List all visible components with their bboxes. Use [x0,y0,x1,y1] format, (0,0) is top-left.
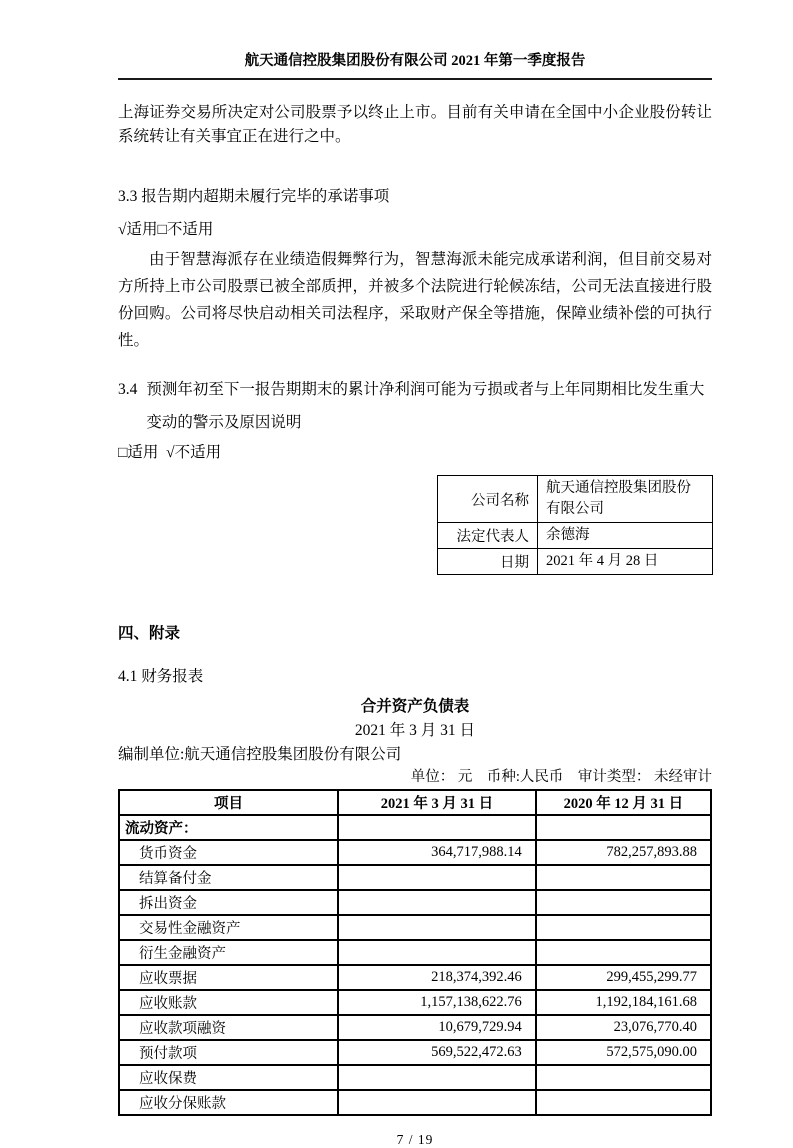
table-row [119,1015,711,1040]
table-row [438,523,713,549]
value-cell [536,915,711,940]
value-cell [338,1065,536,1090]
table-row [438,549,713,575]
balance-sheet-table [118,789,712,1116]
value-cell: 782,257,893.88 [536,840,711,865]
table-row [119,1065,711,1090]
section-4-heading: 四、附录 [118,625,181,642]
table-row [119,840,711,865]
value-cell [536,815,711,840]
table-row [438,476,713,523]
item-cell: 应收分保账款 [119,1090,338,1115]
item-cell: 应收款项融资 [119,1015,338,1040]
value-cell [536,1065,711,1090]
section-3-4-heading [118,373,712,439]
balance-sheet-date: 2021 年 3 月 31 日 [354,722,476,739]
value-cell: 1,157,138,622.76 [338,990,536,1015]
value-cell: 23,076,770.40 [536,1015,711,1040]
company-name-value: 航天通信控股集团股份有限公司 [538,476,713,523]
value-cell: 1,192,184,161.68 [536,990,711,1015]
value-cell: 299,455,299.77 [536,965,711,990]
page-number: 7 / 19 [396,1132,434,1147]
date-label: 日期 [438,549,538,575]
item-cell: 拆出资金 [119,890,338,915]
section-3-4-applicability: □适用 √不适用 [118,444,222,461]
intro-paragraph: 上海证券交易所决定对公司股票予以终止上市。目前有关申请在全国中小企业股份转让系统转让有关事宜正在进行之中。 [118,104,712,145]
item-cell: 应收票据 [119,965,338,990]
column-header-item: 项目 [119,790,338,815]
value-cell [536,865,711,890]
item-cell: 应收保费 [119,1065,338,1090]
value-cell [338,940,536,965]
section-3-3-heading: 3.3 报告期内超期未履行完毕的承诺事项 [118,188,390,205]
item-cell: 交易性金融资产 [119,915,338,940]
section-3-4-heading-text: 预测年初至下一报告期期末的累计净利润可能为亏损或者与上年同期相比发生重大变动的警示及原因说明 [146,381,705,431]
item-cell: 预付款项 [119,1040,338,1065]
value-cell: 10,679,729.94 [338,1015,536,1040]
balance-sheet-prepared-by: 编制单位:航天通信控股集团股份有限公司 [118,746,402,763]
section-3-4-number: 3.4 [118,381,138,398]
table-row [119,1040,711,1065]
balance-sheet-meta: 单位： 元 币种:人民币 审计类型： 未经审计 [410,769,712,785]
table-row [119,815,711,840]
section-4-1-heading: 4.1 财务报表 [118,668,204,685]
column-header-period-1: 2021 年 3 月 31 日 [338,790,536,815]
value-cell [338,915,536,940]
table-row [119,990,711,1015]
page-content [118,0,712,1148]
value-cell [338,815,536,840]
section-3-3-applicability: √适用□不适用 [118,221,214,238]
value-cell [338,865,536,890]
page-header-title: 航天通信控股集团股份有限公司 2021 年第一季度报告 [244,53,586,69]
table-row [119,1090,711,1115]
value-cell [338,1090,536,1115]
value-cell: 218,374,392.46 [338,965,536,990]
item-cell: 衍生金融资产 [119,940,338,965]
table-row [119,865,711,890]
item-cell: 流动资产： [119,815,338,840]
company-name-label: 公司名称 [438,476,538,523]
value-cell [536,1090,711,1115]
legal-representative-label: 法定代表人 [438,523,538,549]
section-3-3-paragraph: 由于智慧海派存在业绩造假舞弊行为，智慧海派未能完成承诺利润，但目前交易对方所持上市公司股票已被全部质押，并被多个法院进行轮候冻结，公司无法直接进行股份回购。公司将尽快启动相关司法程序，采取财产保全等措施，保障业绩补偿的可执行性。 [118,251,712,349]
table-row [119,890,711,915]
value-cell: 569,522,472.63 [338,1040,536,1065]
table-row [119,915,711,940]
date-value: 2021 年 4 月 28 日 [538,549,713,575]
value-cell: 572,575,090.00 [536,1040,711,1065]
balance-sheet-title: 合并资产负债表 [360,698,470,715]
table-row [119,940,711,965]
item-cell: 结算备付金 [119,865,338,890]
company-info-table [437,475,713,575]
page-header [118,0,712,80]
item-cell: 应收账款 [119,990,338,1015]
value-cell [536,890,711,915]
legal-representative-value: 余德海 [538,523,713,549]
value-cell: 364,717,988.14 [338,840,536,865]
value-cell [338,890,536,915]
item-cell: 货币资金 [119,840,338,865]
table-header-row [119,790,711,815]
column-header-period-2: 2020 年 12 月 31 日 [536,790,711,815]
value-cell [536,940,711,965]
table-row [119,965,711,990]
